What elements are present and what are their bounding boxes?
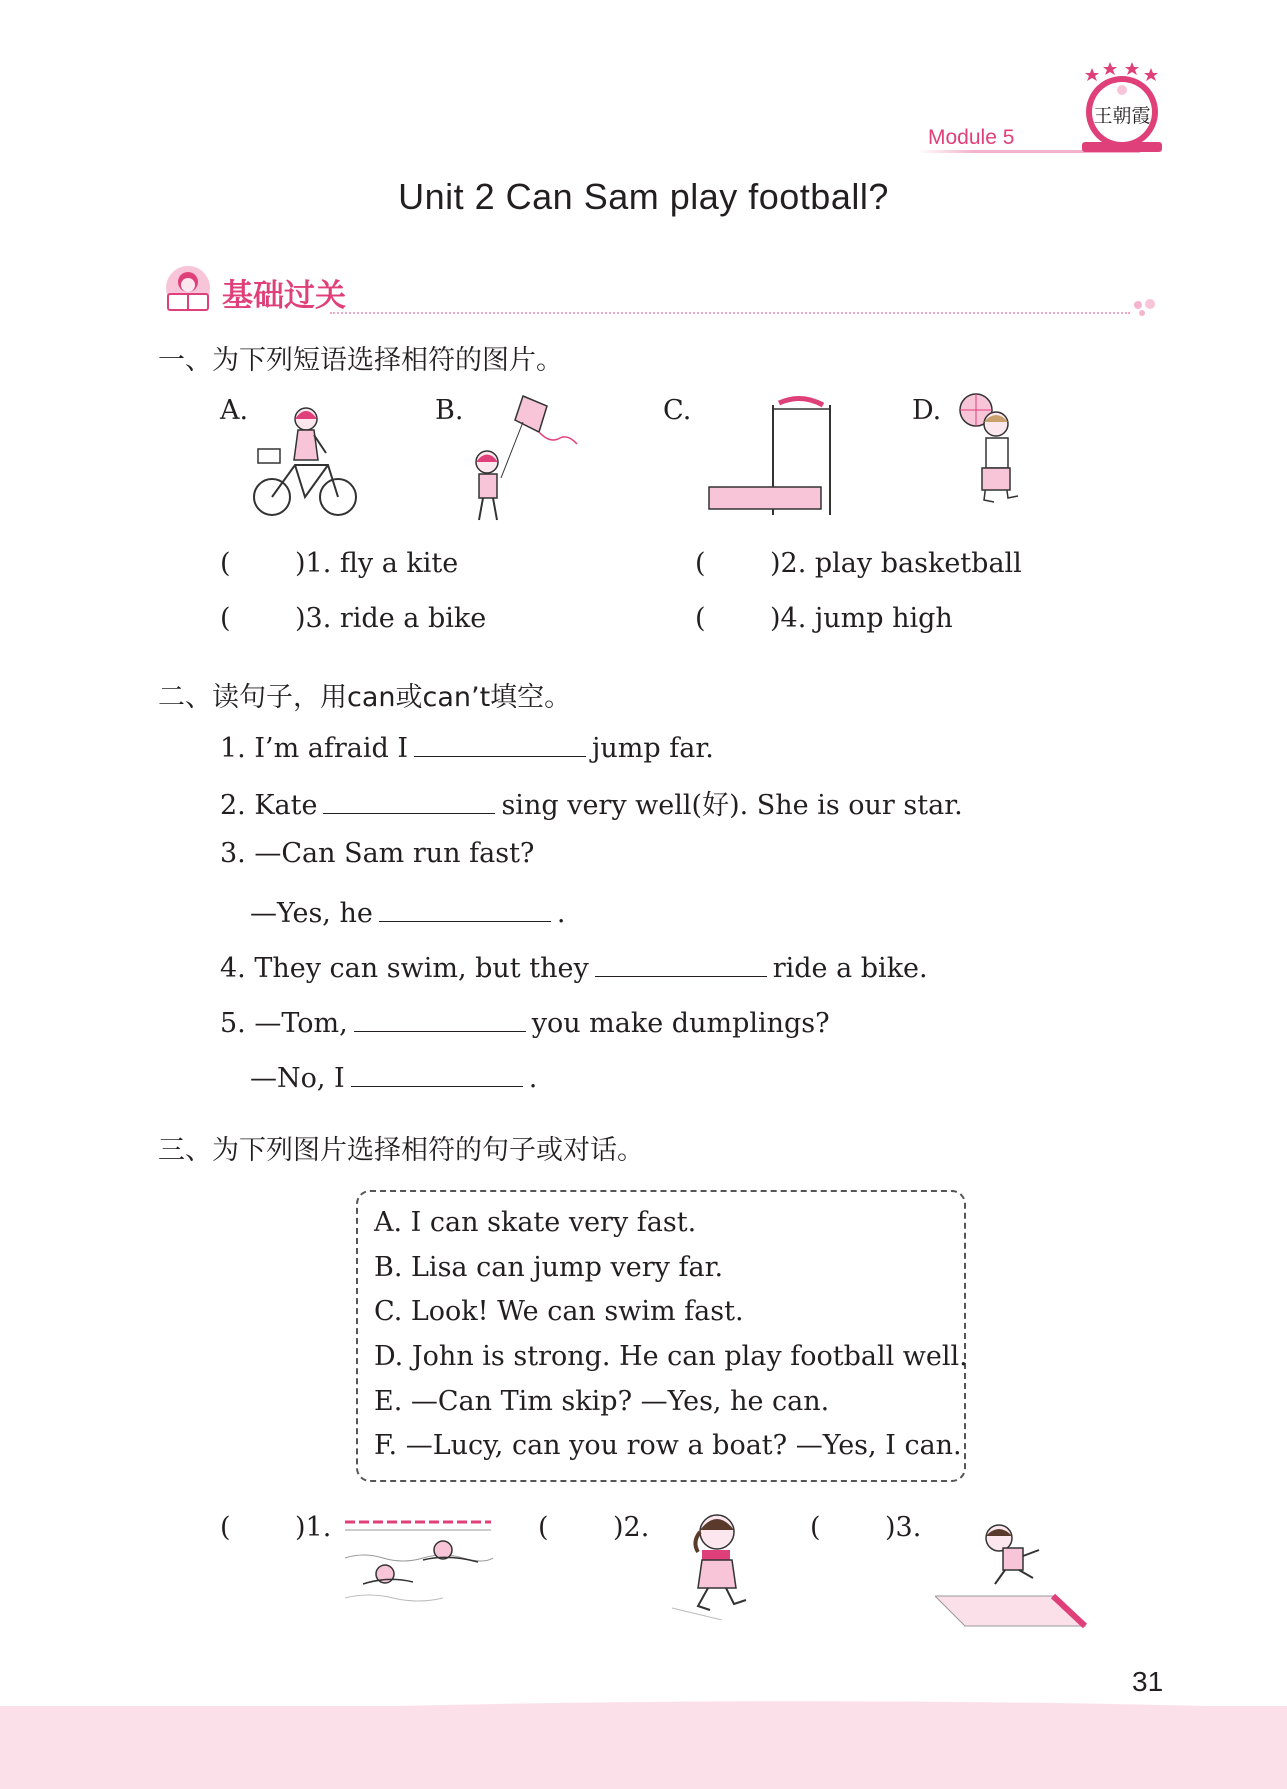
picture-item-1 (220, 1512, 331, 1543)
fill-line-3b-end: . (556, 898, 566, 929)
unit-title: Unit 2 Can Sam play football? (398, 176, 889, 217)
picture-answer-2[interactable]: ( (538, 1512, 549, 1543)
answer-blank-3[interactable]: ( (220, 603, 231, 634)
section1-heading: 一、为下列短语选择相符的图片。 (158, 345, 563, 376)
banner-divider (330, 312, 1130, 314)
fill-line-5 (220, 1003, 830, 1039)
fill-line-5b-start: —No, I (250, 1063, 345, 1094)
fill-line-3b-start: —Yes, he (250, 898, 373, 929)
match-item-4-text: )4. jump high (770, 603, 953, 634)
fill-line-1 (220, 728, 714, 764)
choice-d: D. John is strong. He can play football well. (374, 1341, 968, 1372)
fill-blank-6[interactable] (351, 1058, 523, 1087)
fill-line-4-end: ride a bike. (772, 953, 928, 984)
brand-logo (1072, 60, 1172, 156)
section-banner-title: 基础过关 (222, 278, 346, 314)
book-girl-icon (158, 264, 216, 316)
page-number: 31 (1132, 1666, 1164, 1697)
choice-c: C. Look! We can swim fast. (374, 1296, 744, 1327)
answer-blank-4[interactable]: ( (695, 603, 706, 634)
footer-band (0, 1706, 1287, 1789)
match-item-2-text: )2. play basketball (770, 548, 1022, 579)
match-item-2 (695, 548, 1022, 579)
fill-line-5-end: you make dumplings? (531, 1008, 830, 1039)
module-label: Module 5 (928, 126, 1015, 149)
high-jump-image (705, 395, 840, 520)
fill-line-2 (220, 783, 963, 822)
match-item-1 (220, 548, 458, 579)
match-item-4 (695, 603, 953, 634)
children-swimming-image (343, 1518, 493, 1623)
choice-f: F. —Lucy, can you row a boat? —Yes, I can. (374, 1430, 962, 1461)
section3-heading: 三、为下列图片选择相符的句子或对话。 (158, 1135, 644, 1166)
girl-flying-kite-image (465, 392, 590, 530)
match-item-3-text: )3. ride a bike (295, 603, 487, 634)
match-item-3 (220, 603, 486, 634)
fill-line-2-start: 2. Kate (220, 790, 318, 821)
choice-e: E. —Can Tim skip? —Yes, he can. (374, 1386, 830, 1417)
fill-line-5-start: 5. —Tom, (220, 1008, 348, 1039)
banner-dots-icon (1132, 298, 1160, 318)
svg-text:王朝霞: 王朝霞 (1093, 105, 1151, 127)
girl-riding-bike-image (250, 405, 365, 523)
picture-item-3-label: )3. (885, 1512, 922, 1543)
fill-line-5b-end: . (528, 1063, 538, 1094)
choice-a: A. I can skate very fast. (374, 1207, 697, 1238)
option-c-label: C. (663, 395, 692, 426)
fill-blank-5[interactable] (354, 1003, 526, 1032)
fill-line-4 (220, 948, 928, 984)
fill-blank-1[interactable] (414, 728, 586, 757)
choice-b: B. Lisa can jump very far. (374, 1252, 724, 1283)
fill-line-1-start: 1. I’m afraid I (220, 733, 409, 764)
fill-line-1-end: jump far. (592, 733, 714, 764)
answer-blank-1[interactable]: ( (220, 548, 231, 579)
girl-long-jump-image (935, 1518, 1105, 1636)
picture-answer-1[interactable]: ( (220, 1512, 231, 1543)
section2-heading: 二、读句子，用can或can’t填空。 (158, 682, 572, 713)
fill-line-5b (250, 1058, 537, 1094)
girl-skating-image (662, 1420, 752, 1620)
fill-blank-3[interactable] (379, 893, 551, 922)
picture-item-1-label: )1. (295, 1512, 332, 1543)
option-d-label: D. (912, 395, 942, 426)
fill-blank-2[interactable] (323, 785, 495, 814)
picture-item-2 (538, 1512, 649, 1543)
fill-line-3b (250, 893, 565, 929)
boy-playing-basketball-image (948, 390, 1028, 525)
fill-line-2-end: sing very well(好). She is our star. (501, 790, 963, 821)
fill-line-4-start: 4. They can swim, but they (220, 953, 589, 984)
fill-blank-4[interactable] (595, 948, 767, 977)
fill-line-3: 3. —Can Sam run fast? (220, 838, 535, 869)
answer-blank-2[interactable]: ( (695, 548, 706, 579)
option-a-label: A. (220, 395, 249, 426)
match-item-1-text: )1. fly a kite (295, 548, 459, 579)
picture-answer-3[interactable]: ( (810, 1512, 821, 1543)
picture-item-3 (810, 1512, 921, 1543)
option-b-label: B. (435, 395, 464, 426)
picture-item-2-label: )2. (613, 1512, 650, 1543)
